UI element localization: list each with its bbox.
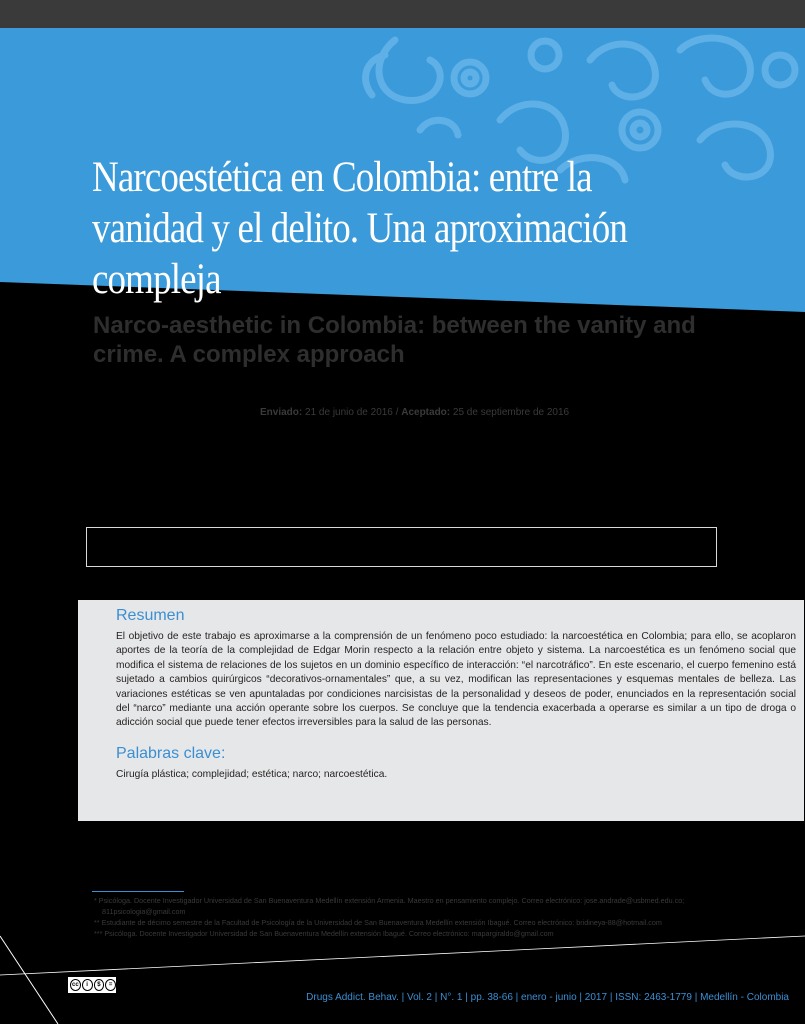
cc-icon: cc [70, 979, 81, 991]
article-title: Narcoestética en Colombia: entre la vanidad y el delito. Una aproximación compleja [92, 154, 628, 303]
journal-footer: Drugs Addict. Behav. | Vol. 2 | N°. 1 | pp. 38-66 | enero - junio | 2017 | ISSN: 2463-1779 | Medellín - Colombia [306, 992, 789, 1003]
accepted-date: 25 de septiembre de 2016 [452, 407, 570, 418]
abstract-heading: Resumen [116, 607, 185, 624]
footnote-1-continued: 811psicologia@gmail.com [102, 907, 186, 916]
footnote-2: ** Estudiante de décimo semestre de la Facultad de Psicología de la Universidad de San Buenaventura Medellín extensión Ibagué. Correo electrónico: bridineya-88@hotmail.com [94, 918, 662, 927]
keywords-text: Cirugía plástica; complejidad; estética; narco; narcoestética. [116, 768, 388, 780]
footnote-3: *** Psicóloga. Docente Investigador Universidad de San Buenaventura Medellín extensión Ibagué. Correo electrónico: mapargiraldo@gmail.com [94, 929, 554, 938]
keywords-heading: Palabras clave: [116, 744, 226, 762]
footnote-1: * Psicóloga. Docente Investigador Universidad de San Buenaventura Medellín extensión Armenia. Maestro en pensamiento complejo. Correo electrónico: jose.andrade@usbmed.edu.co; [94, 896, 685, 905]
sent-label: Enviado: [260, 407, 303, 418]
article-subtitle: Narco-aesthetic in Colombia: between the vanity and crime. A complex approach [93, 312, 696, 368]
accepted-label: Aceptado: [401, 407, 451, 418]
by-icon: i [82, 979, 93, 991]
nc-icon: $ [94, 979, 105, 991]
creative-commons-license-badge[interactable] [67, 976, 117, 994]
sent-date: 21 de junio de 2016 [305, 407, 393, 418]
nd-icon: = [105, 979, 116, 991]
abstract-text: El objetivo de este trabajo es aproximarse a la comprensión de un fenómeno poco estudiado: la narcoestética en Colombia; para ello, se acoplaron aportes de la teoría de la complejidad de Edgar Morin respecto a la relación entre objeto y sistema. La narcoestética es un fenómeno social que modifica el sistema de relaciones de los sujetos en un dominio específico de interacción: “el narcotráfico”. En este escenario, el cuerpo femenino está sujetado a cambios quirúrgicos “decorativos-ornamentales” que, a su vez, modifican las representaciones y esquemas mentales de belleza. Las variaciones estéticas se ven apuntaladas por condiciones narcisistas de la personalidad y deseos de poder, enunciados en la representación social del “narco” mediante una acción operante sobre los cuerpos. Se concluye que la tendencia exacerbada a operarse es similar a un tipo de droga o adicción social que puede tener efectos irreversibles para la salud de las personas. [116, 631, 796, 729]
date-separator: / [392, 407, 402, 418]
